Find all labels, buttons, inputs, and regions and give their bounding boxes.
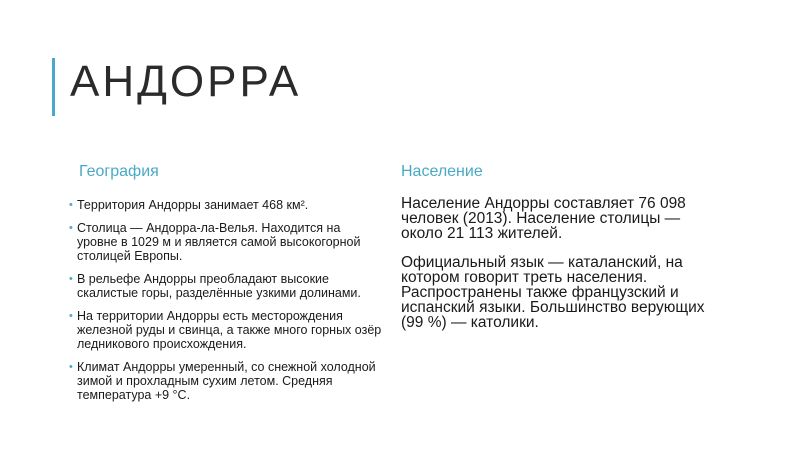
- list-item: [69, 198, 382, 212]
- bullet-dot-icon: •: [69, 199, 73, 211]
- list-item-text: Климат Андорры умеренный, со снежной холодной зимой и прохладным сухим летом. Средняя температура +9 °C.: [77, 360, 376, 402]
- list-item-text: Столица — Андорра-ла-Велья. Находится на уровне в 1029 м и является самой высокогорной столицей Европы.: [77, 221, 361, 263]
- list-item: [69, 360, 382, 402]
- list-item-text: В рельефе Андорры преобладают высокие скалистые горы, разделённые узкими долинами.: [77, 272, 361, 300]
- geography-list: [69, 198, 382, 402]
- bullet-dot-icon: •: [69, 273, 73, 285]
- geography-heading: География: [79, 163, 159, 180]
- geography-column: [69, 163, 382, 411]
- bullet-dot-icon: •: [69, 310, 73, 322]
- bullet-dot-icon: •: [69, 222, 73, 234]
- list-item: [69, 221, 382, 263]
- list-item-text: Территория Андорры занимает 468 км².: [77, 198, 309, 212]
- population-paragraph: Население Андорры составляет 76 098 человек (2013). Население столицы — около 21 113 жителей.: [401, 195, 686, 242]
- language-paragraph: Официальный язык — каталанский, на котором говорит треть населения. Распространены также французский и испанский языки. Большинство верующих (99 %) — католики.: [401, 254, 705, 331]
- population-heading: Население: [401, 163, 483, 180]
- list-item: [69, 272, 382, 300]
- list-item: [69, 309, 382, 351]
- title-accent-bar: [52, 58, 55, 116]
- bullet-dot-icon: •: [69, 361, 73, 373]
- list-item-text: На территории Андорры есть месторождения железной руды и свинца, а также много горных озёр ледникового происхождения.: [77, 309, 382, 351]
- slide-title: АНДОРРА: [70, 57, 302, 106]
- population-column: [401, 163, 721, 344]
